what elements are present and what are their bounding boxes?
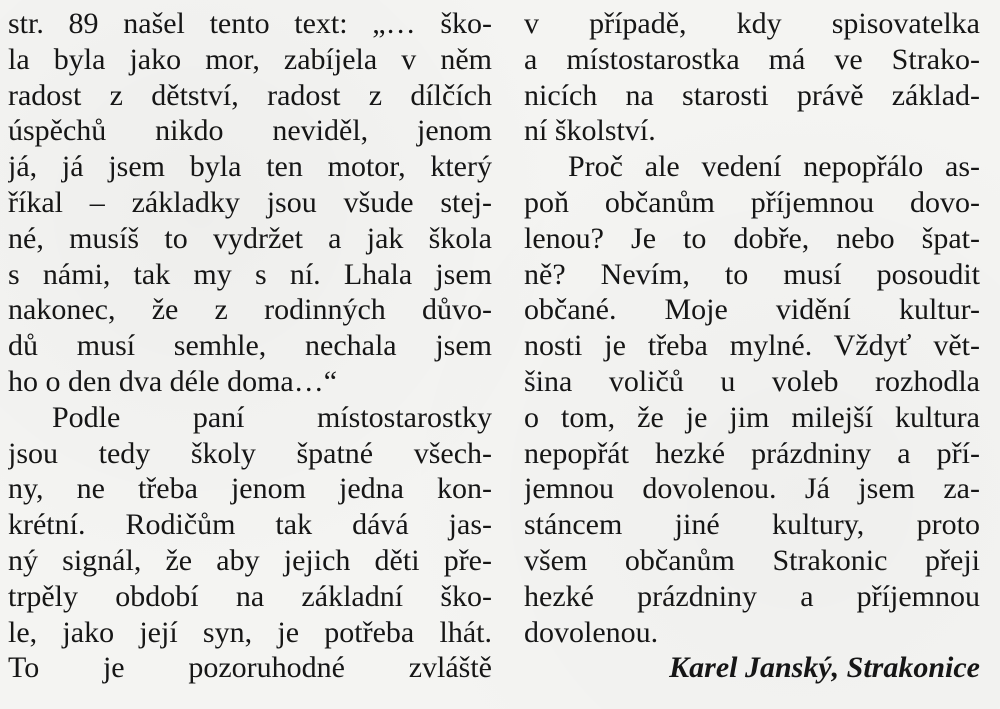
right-line-13: nepopřát hezké prázdniny a pří- bbox=[524, 436, 980, 470]
right-line-11: šina voličů u voleb rozhodla bbox=[524, 364, 980, 398]
left-line-13: jsou tedy školy špatné všech- bbox=[8, 436, 492, 470]
left-line-8: s námi, tak my s ní. Lhala jsem bbox=[8, 257, 492, 291]
right-line-6: poň občanům příjemnou dovo- bbox=[524, 185, 980, 219]
right-line-3: nicích na starosti právě základ- bbox=[524, 78, 980, 112]
left-line-3: radost z dětství, radost z dílčích bbox=[8, 78, 492, 112]
left-line-18: le, jako její syn, je potřeba lhát. bbox=[8, 615, 492, 649]
right-line-2: a místostarostka má ve Strako- bbox=[524, 42, 980, 76]
right-line-9: občané. Moje vidění kultur- bbox=[524, 293, 980, 327]
left-line-19: To je pozoruhodné zvláště bbox=[8, 651, 492, 685]
left-line-12: Podle paní místostarostky bbox=[52, 400, 492, 434]
left-line-17: trpěly období na základní ško- bbox=[8, 579, 492, 613]
right-line-7: lenou? Je to dobře, nebo špat- bbox=[524, 221, 980, 255]
author-signature: Karel Janský, Strakonice bbox=[669, 651, 980, 685]
right-line-15: stáncem jiné kultury, proto bbox=[524, 508, 980, 542]
right-line-1: v případě, kdy spisovatelka bbox=[524, 7, 980, 40]
left-line-16: ný signál, že aby jejich děti pře- bbox=[8, 543, 492, 577]
left-line-2: la byla jako mor, zabíjela v něm bbox=[8, 42, 492, 76]
left-line-11: ho o den dva déle doma…“ bbox=[8, 364, 338, 398]
left-line-4: úspěchů nikdo neviděl, jenom bbox=[8, 114, 492, 148]
left-line-7: né, musíš to vydržet a jak škola bbox=[8, 221, 492, 255]
right-line-4: ní školství. bbox=[524, 114, 656, 148]
left-line-15: krétní. Rodičům tak dává jas- bbox=[8, 508, 492, 542]
right-line-10: nosti je třeba mylné. Vždyť vět- bbox=[524, 329, 980, 363]
right-line-12: o tom, že je jim milejší kultura bbox=[524, 400, 980, 434]
left-line-9: nakonec, že z rodinných důvo- bbox=[8, 293, 492, 327]
right-column bbox=[524, 6, 980, 686]
right-line-17: hezké prázdniny a příjemnou bbox=[524, 579, 980, 613]
right-line-16: všem občanům Strakonic přeji bbox=[524, 543, 980, 577]
right-line-5: Proč ale vedení nepopřálo as- bbox=[568, 150, 980, 184]
left-line-10: dů musí semhle, nechala jsem bbox=[8, 329, 492, 363]
right-line-8: ně? Nevím, to musí posoudit bbox=[524, 257, 980, 291]
left-line-14: ny, ne třeba jenom jedna kon- bbox=[8, 472, 492, 506]
left-line-1: str. 89 našel tento text: „… ško- bbox=[8, 7, 492, 40]
left-column bbox=[8, 6, 492, 686]
left-line-5: já, já jsem byla ten motor, který bbox=[8, 150, 492, 184]
right-line-14: jemnou dovolenou. Já jsem za- bbox=[524, 472, 980, 506]
left-line-6: říkal – základky jsou všude stej- bbox=[8, 185, 492, 219]
right-line-18: dovolenou. bbox=[524, 615, 659, 649]
